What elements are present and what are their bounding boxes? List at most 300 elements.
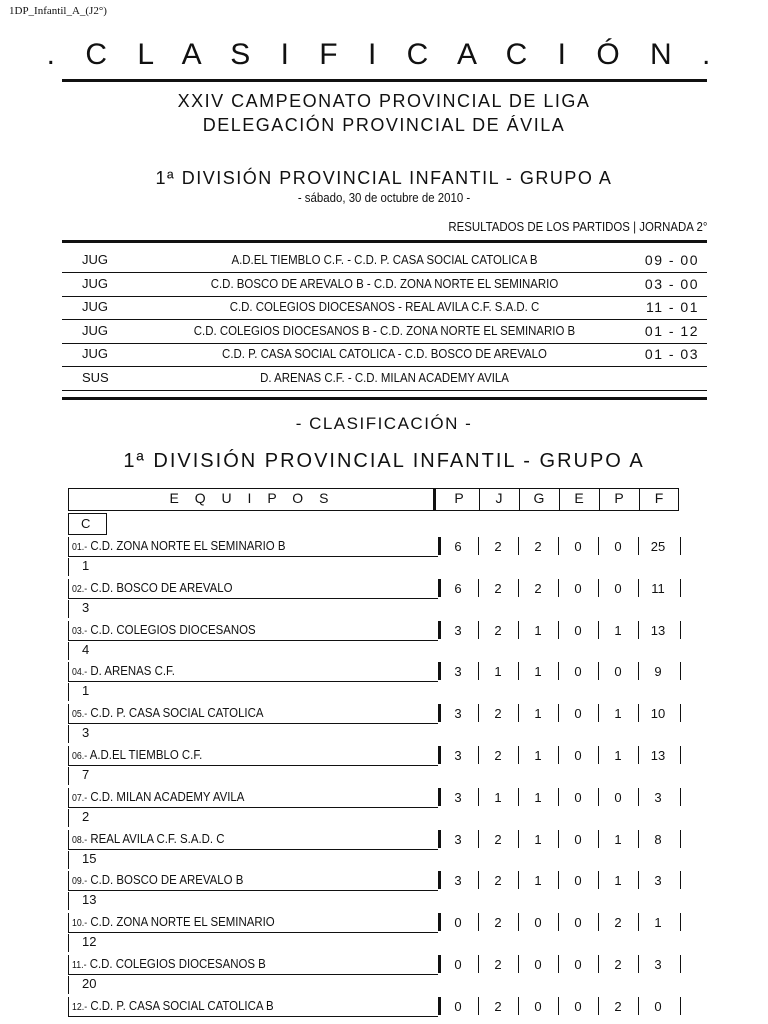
col-divider <box>558 913 559 931</box>
col-divider <box>478 704 479 722</box>
match-status: JUG <box>82 275 108 291</box>
header-divider <box>433 489 436 510</box>
col-divider <box>598 537 599 555</box>
stat-value: 0 <box>534 957 542 972</box>
col-divider-end <box>680 830 681 848</box>
prev-border <box>68 976 69 994</box>
row-underline <box>68 1016 438 1017</box>
team-position: 04.- <box>72 667 88 679</box>
stat-value: 1 <box>614 748 622 763</box>
row-divider <box>438 579 441 597</box>
col-divider <box>518 537 519 555</box>
stat-value: 6 <box>454 580 462 596</box>
col-divider <box>518 955 519 973</box>
stat-value: 3 <box>454 873 462 889</box>
team-name <box>72 622 256 637</box>
team-position: 12.- <box>72 1001 88 1013</box>
col-divider <box>518 621 519 639</box>
stat-value: 3 <box>454 664 462 680</box>
team-position: 06.- <box>72 751 88 762</box>
row-left-border <box>68 955 69 975</box>
row-left-border <box>68 913 69 933</box>
division-title: 1ª DIVISIÓN PROVINCIAL INFANTIL - GRUPO A <box>155 168 613 188</box>
team-label: REAL AVILA C.F. S.A.D. C <box>90 830 225 846</box>
match-row <box>62 343 707 367</box>
team-position: 02.- <box>72 583 88 595</box>
match-status: JUG <box>82 252 108 267</box>
stat-value: 2 <box>494 831 502 847</box>
team-position: 09.- <box>72 876 88 888</box>
col-divider <box>558 871 559 889</box>
col-divider <box>598 997 599 1015</box>
team-position: 07.- <box>72 792 88 804</box>
stat-value: 0 <box>614 580 622 596</box>
col-divider <box>558 621 559 639</box>
col-divider <box>598 830 599 848</box>
row-divider <box>438 662 441 680</box>
match-row <box>62 296 707 320</box>
team-label: C.D. COLEGIOS DIOCESANOS B <box>89 956 266 971</box>
stat-value: 0 <box>574 580 582 596</box>
row-divider <box>438 537 441 555</box>
header-col: J <box>495 490 503 506</box>
col-divider <box>598 788 599 806</box>
stat-value: 0 <box>574 789 582 805</box>
team-name <box>72 747 202 762</box>
stat-value: 2 <box>614 998 622 1014</box>
row-underline <box>68 807 438 808</box>
stat-value: 0 <box>574 664 582 680</box>
stat-value: 1 <box>534 789 542 805</box>
header-col-divider <box>559 489 560 510</box>
team-position: 01.- <box>72 542 88 553</box>
col-divider <box>598 913 599 931</box>
stat-value: 0 <box>614 539 622 554</box>
match-score: 11 - 01 <box>645 299 699 315</box>
team-position: 05.- <box>72 709 88 721</box>
row-divider <box>438 621 441 639</box>
row-underline <box>68 849 438 850</box>
c-label: C <box>81 516 91 531</box>
col-divider <box>558 579 559 597</box>
stat-value: 2 <box>494 706 502 722</box>
team-name <box>72 580 233 595</box>
match-row <box>62 320 707 344</box>
championship-title: XXIV CAMPEONATO PROVINCIAL DE LIGA <box>177 91 591 111</box>
col-divider <box>638 537 639 555</box>
team-position: 10.- <box>72 918 88 930</box>
stat-value: 0 <box>534 998 542 1014</box>
table-row <box>68 828 683 850</box>
prev-border <box>68 851 69 869</box>
prev-border <box>68 683 69 701</box>
stat-value: 0 <box>614 789 622 805</box>
previous-position: 12 <box>82 934 97 950</box>
team-label: C.D. P. CASA SOCIAL CATOLICA B <box>90 997 274 1013</box>
results-rule-bottom <box>62 397 707 400</box>
match-score: 01 - 12 <box>644 322 699 339</box>
stat-value: 0 <box>614 664 622 680</box>
col-divider <box>638 871 639 889</box>
header-col-divider <box>599 489 600 510</box>
col-divider <box>518 830 519 848</box>
team-position: 08.- <box>72 834 88 846</box>
row-divider <box>438 746 441 764</box>
table-row <box>68 995 683 1017</box>
prev-border <box>68 767 69 785</box>
header-col: E <box>574 490 584 506</box>
col-divider <box>558 662 559 680</box>
col-divider <box>558 830 559 848</box>
team-label: C.D. ZONA NORTE EL SEMINARIO <box>90 914 275 930</box>
stat-value: 25 <box>650 539 666 554</box>
col-divider <box>518 788 519 806</box>
stat-value: 0 <box>574 748 582 763</box>
table-row <box>68 911 683 933</box>
team-name <box>72 789 244 804</box>
team-name <box>72 663 175 678</box>
team-label: C.D. P. CASA SOCIAL CATOLICA <box>90 705 264 721</box>
row-left-border <box>68 871 69 891</box>
stat-value: 3 <box>454 748 462 763</box>
match-score: 09 - 00 <box>644 252 699 268</box>
stat-value: 2 <box>534 539 542 554</box>
col-divider <box>478 997 479 1015</box>
stat-value: 0 <box>574 706 582 722</box>
col-divider <box>558 537 559 555</box>
stat-value: 3 <box>654 957 662 972</box>
header-col: G <box>533 490 545 506</box>
row-left-border <box>68 579 69 599</box>
match-status: JUG <box>82 322 108 338</box>
stat-value: 3 <box>654 789 662 805</box>
row-divider <box>438 830 441 848</box>
match-row <box>62 367 707 391</box>
col-divider <box>558 955 559 973</box>
col-divider <box>598 704 599 722</box>
stat-value: 8 <box>654 831 662 847</box>
col-divider <box>518 579 519 597</box>
stat-value: 3 <box>454 706 462 722</box>
match-teams: A.D.EL TIEMBLO C.F. - C.D. P. CASA SOCIAL CATOLICA B <box>231 252 538 267</box>
col-divider <box>478 955 479 973</box>
row-left-border <box>68 537 69 557</box>
stat-value: 2 <box>494 998 502 1014</box>
header-teams: E Q U I P O S <box>169 490 335 506</box>
previous-position: 20 <box>82 976 97 991</box>
stat-value: 0 <box>574 539 582 554</box>
stat-value: 0 <box>574 957 582 972</box>
col-divider <box>518 997 519 1015</box>
col-divider <box>598 871 599 889</box>
match-teams: D. ARENAS C.F. - C.D. MILAN ACADEMY AVILA <box>260 369 509 385</box>
col-divider <box>518 871 519 889</box>
col-divider <box>598 955 599 973</box>
col-divider <box>638 913 639 931</box>
stat-value: 0 <box>574 915 582 931</box>
standings-title: - CLASIFICACIÓN - <box>295 414 473 433</box>
col-divider <box>638 579 639 597</box>
row-underline <box>68 723 438 724</box>
col-divider <box>518 746 519 764</box>
stat-value: 1 <box>534 622 542 638</box>
row-divider <box>438 913 441 931</box>
results-label: RESULTADOS DE LOS PARTIDOS | JORNADA 2° <box>447 219 707 234</box>
team-label: C.D. ZONA NORTE EL SEMINARIO B <box>90 538 286 553</box>
col-divider-end <box>680 997 681 1015</box>
prev-border <box>68 809 69 827</box>
prev-border <box>68 892 69 910</box>
team-name <box>72 831 225 846</box>
row-divider <box>438 871 441 889</box>
table-row <box>68 786 683 808</box>
col-divider <box>638 788 639 806</box>
stat-value: 0 <box>534 915 542 931</box>
col-divider <box>558 997 559 1015</box>
match-score: 03 - 00 <box>644 275 699 292</box>
col-divider <box>478 746 479 764</box>
page-title: . C L A S I F I C A C I Ó N . <box>46 38 722 71</box>
stat-value: 0 <box>574 831 582 847</box>
header-col: F <box>654 490 664 506</box>
previous-position: 4 <box>82 641 90 657</box>
col-divider <box>518 704 519 722</box>
stat-value: 2 <box>494 873 502 889</box>
stat-value: 1 <box>614 706 622 722</box>
col-divider <box>638 704 639 722</box>
previous-position: 3 <box>82 599 90 615</box>
team-name <box>72 872 243 887</box>
row-underline <box>68 640 438 641</box>
stat-value: 2 <box>494 580 502 596</box>
col-divider <box>478 913 479 931</box>
col-divider-end <box>680 579 681 597</box>
document-filename: 1DP_Infantil_A_(J2°) <box>9 5 107 17</box>
table-row <box>68 577 683 599</box>
row-underline <box>68 765 438 766</box>
col-divider <box>558 788 559 806</box>
stat-value: 0 <box>454 957 462 972</box>
stat-value: 2 <box>534 580 542 596</box>
col-divider-end <box>680 621 681 639</box>
stat-value: 11 <box>651 580 665 596</box>
stat-value: 2 <box>614 915 622 931</box>
col-divider <box>598 746 599 764</box>
stat-value: 1 <box>534 664 542 680</box>
row-left-border <box>68 997 69 1017</box>
col-divider <box>478 662 479 680</box>
previous-position: 3 <box>82 725 90 741</box>
col-divider <box>478 537 479 555</box>
col-divider <box>638 621 639 639</box>
table-row <box>68 702 683 724</box>
prev-border <box>68 642 69 660</box>
table-row <box>68 660 683 682</box>
standings-division: 1ª DIVISIÓN PROVINCIAL INFANTIL - GRUPO A <box>123 450 645 472</box>
col-divider <box>518 913 519 931</box>
col-divider <box>638 746 639 764</box>
header-col: P <box>614 490 624 506</box>
team-name <box>72 956 266 971</box>
team-name <box>72 914 275 929</box>
prev-border <box>68 725 69 743</box>
match-row <box>62 273 707 297</box>
header-col: P <box>454 490 464 506</box>
stat-value: 1 <box>494 789 502 805</box>
stat-value: 13 <box>650 748 666 763</box>
stat-value: 1 <box>494 664 502 680</box>
match-score: 01 - 03 <box>644 346 699 362</box>
col-divider <box>598 621 599 639</box>
col-divider <box>638 662 639 680</box>
stat-value: 0 <box>574 998 582 1014</box>
row-left-border <box>68 746 69 766</box>
team-label: C.D. COLEGIOS DIOCESANOS <box>90 621 256 637</box>
header-col-divider <box>639 489 640 510</box>
col-divider <box>598 579 599 597</box>
col-divider-end <box>680 913 681 931</box>
prev-border <box>68 600 69 618</box>
prev-border <box>68 558 69 576</box>
row-left-border <box>68 621 69 641</box>
table-row <box>68 619 683 641</box>
col-divider-end <box>680 746 681 764</box>
stat-value: 1 <box>534 748 542 763</box>
col-divider-end <box>680 537 681 555</box>
row-divider <box>438 955 441 973</box>
row-underline <box>68 681 438 682</box>
row-underline <box>68 974 438 975</box>
row-left-border <box>68 704 69 724</box>
stat-value: 2 <box>614 957 622 972</box>
col-divider <box>478 788 479 806</box>
team-name <box>72 538 286 553</box>
col-divider <box>638 830 639 848</box>
stat-value: 9 <box>654 664 662 680</box>
row-divider <box>438 704 441 722</box>
team-label: D. ARENAS C.F. <box>90 663 175 679</box>
row-left-border <box>68 662 69 682</box>
prev-border <box>68 934 69 952</box>
header-col-divider <box>479 489 480 510</box>
stat-value: 2 <box>494 539 502 554</box>
match-teams: C.D. COLEGIOS DIOCESANOS B - C.D. ZONA NORTE EL SEMINARIO B <box>193 322 576 338</box>
stat-value: 0 <box>574 622 582 638</box>
match-row <box>62 249 707 273</box>
col-divider-end <box>680 662 681 680</box>
stat-value: 1 <box>534 873 542 889</box>
col-divider <box>478 871 479 889</box>
team-position: 11.- <box>72 960 87 971</box>
row-left-border <box>68 830 69 850</box>
stat-value: 2 <box>494 622 502 638</box>
col-divider <box>558 746 559 764</box>
table-row <box>68 869 683 891</box>
stat-value: 0 <box>454 915 462 931</box>
col-divider-end <box>680 871 681 889</box>
row-underline <box>68 556 438 557</box>
row-underline <box>68 890 438 891</box>
match-status: JUG <box>82 299 108 314</box>
stat-value: 0 <box>454 998 462 1014</box>
stat-value: 3 <box>654 873 662 889</box>
col-divider-end <box>680 704 681 722</box>
stat-value: 0 <box>574 873 582 889</box>
table-row <box>68 953 683 975</box>
col-divider <box>478 579 479 597</box>
stat-value: 2 <box>494 915 502 931</box>
previous-position: 7 <box>82 767 90 782</box>
stat-value: 1 <box>654 915 662 931</box>
table-row <box>68 535 683 557</box>
col-divider <box>638 955 639 973</box>
row-underline <box>68 598 438 599</box>
row-divider <box>438 788 441 806</box>
col-divider-end <box>680 955 681 973</box>
stat-value: 13 <box>650 622 666 638</box>
col-divider <box>558 704 559 722</box>
col-divider <box>478 621 479 639</box>
stat-value: 2 <box>494 748 502 763</box>
results-rule-top <box>62 240 707 243</box>
stat-value: 10 <box>650 706 666 722</box>
team-label: C.D. BOSCO DE AREVALO B <box>90 872 244 888</box>
col-divider <box>518 662 519 680</box>
previous-position: 1 <box>82 683 90 699</box>
delegation-title: DELEGACIÓN PROVINCIAL DE ÁVILA <box>202 115 566 135</box>
stat-value: 1 <box>614 873 622 889</box>
stat-value: 3 <box>454 789 462 805</box>
stat-value: 1 <box>614 831 622 847</box>
table-row <box>68 744 683 766</box>
match-date: - sábado, 30 de octubre de 2010 - <box>297 190 471 205</box>
stat-value: 1 <box>534 831 542 847</box>
match-teams: C.D. P. CASA SOCIAL CATOLICA - C.D. BOSCO DE AREVALO <box>222 346 547 361</box>
col-divider <box>478 830 479 848</box>
match-status: SUS <box>82 369 109 385</box>
col-divider-end <box>680 788 681 806</box>
previous-position: 15 <box>82 850 97 866</box>
match-teams: C.D. COLEGIOS DIOCESANOS - REAL AVILA C.F. S.A.D. C <box>229 299 540 314</box>
header-col-divider <box>519 489 520 510</box>
team-position: 03.- <box>72 625 88 637</box>
c-label-box <box>68 513 107 535</box>
col-divider <box>638 997 639 1015</box>
team-name <box>72 705 264 720</box>
match-teams: C.D. BOSCO DE AREVALO B - C.D. ZONA NORTE EL SEMINARIO <box>210 275 559 291</box>
stat-value: 1 <box>614 622 622 638</box>
stat-value: 3 <box>454 622 462 638</box>
stat-value: 2 <box>494 957 502 972</box>
previous-position: 13 <box>82 892 97 908</box>
col-divider <box>598 662 599 680</box>
stat-value: 3 <box>454 831 462 847</box>
stat-value: 0 <box>654 998 662 1014</box>
row-left-border <box>68 788 69 808</box>
team-label: C.D. BOSCO DE AREVALO <box>90 579 233 595</box>
team-label: A.D.EL TIEMBLO C.F. <box>89 747 203 762</box>
standings-header <box>68 488 679 511</box>
stat-value: 6 <box>454 539 462 554</box>
previous-position: 2 <box>82 808 90 824</box>
team-name <box>72 998 274 1013</box>
previous-position: 1 <box>82 558 90 573</box>
stat-value: 1 <box>534 706 542 722</box>
row-underline <box>68 932 438 933</box>
row-divider <box>438 997 441 1015</box>
match-status: JUG <box>82 346 108 361</box>
team-label: C.D. MILAN ACADEMY AVILA <box>90 788 245 804</box>
